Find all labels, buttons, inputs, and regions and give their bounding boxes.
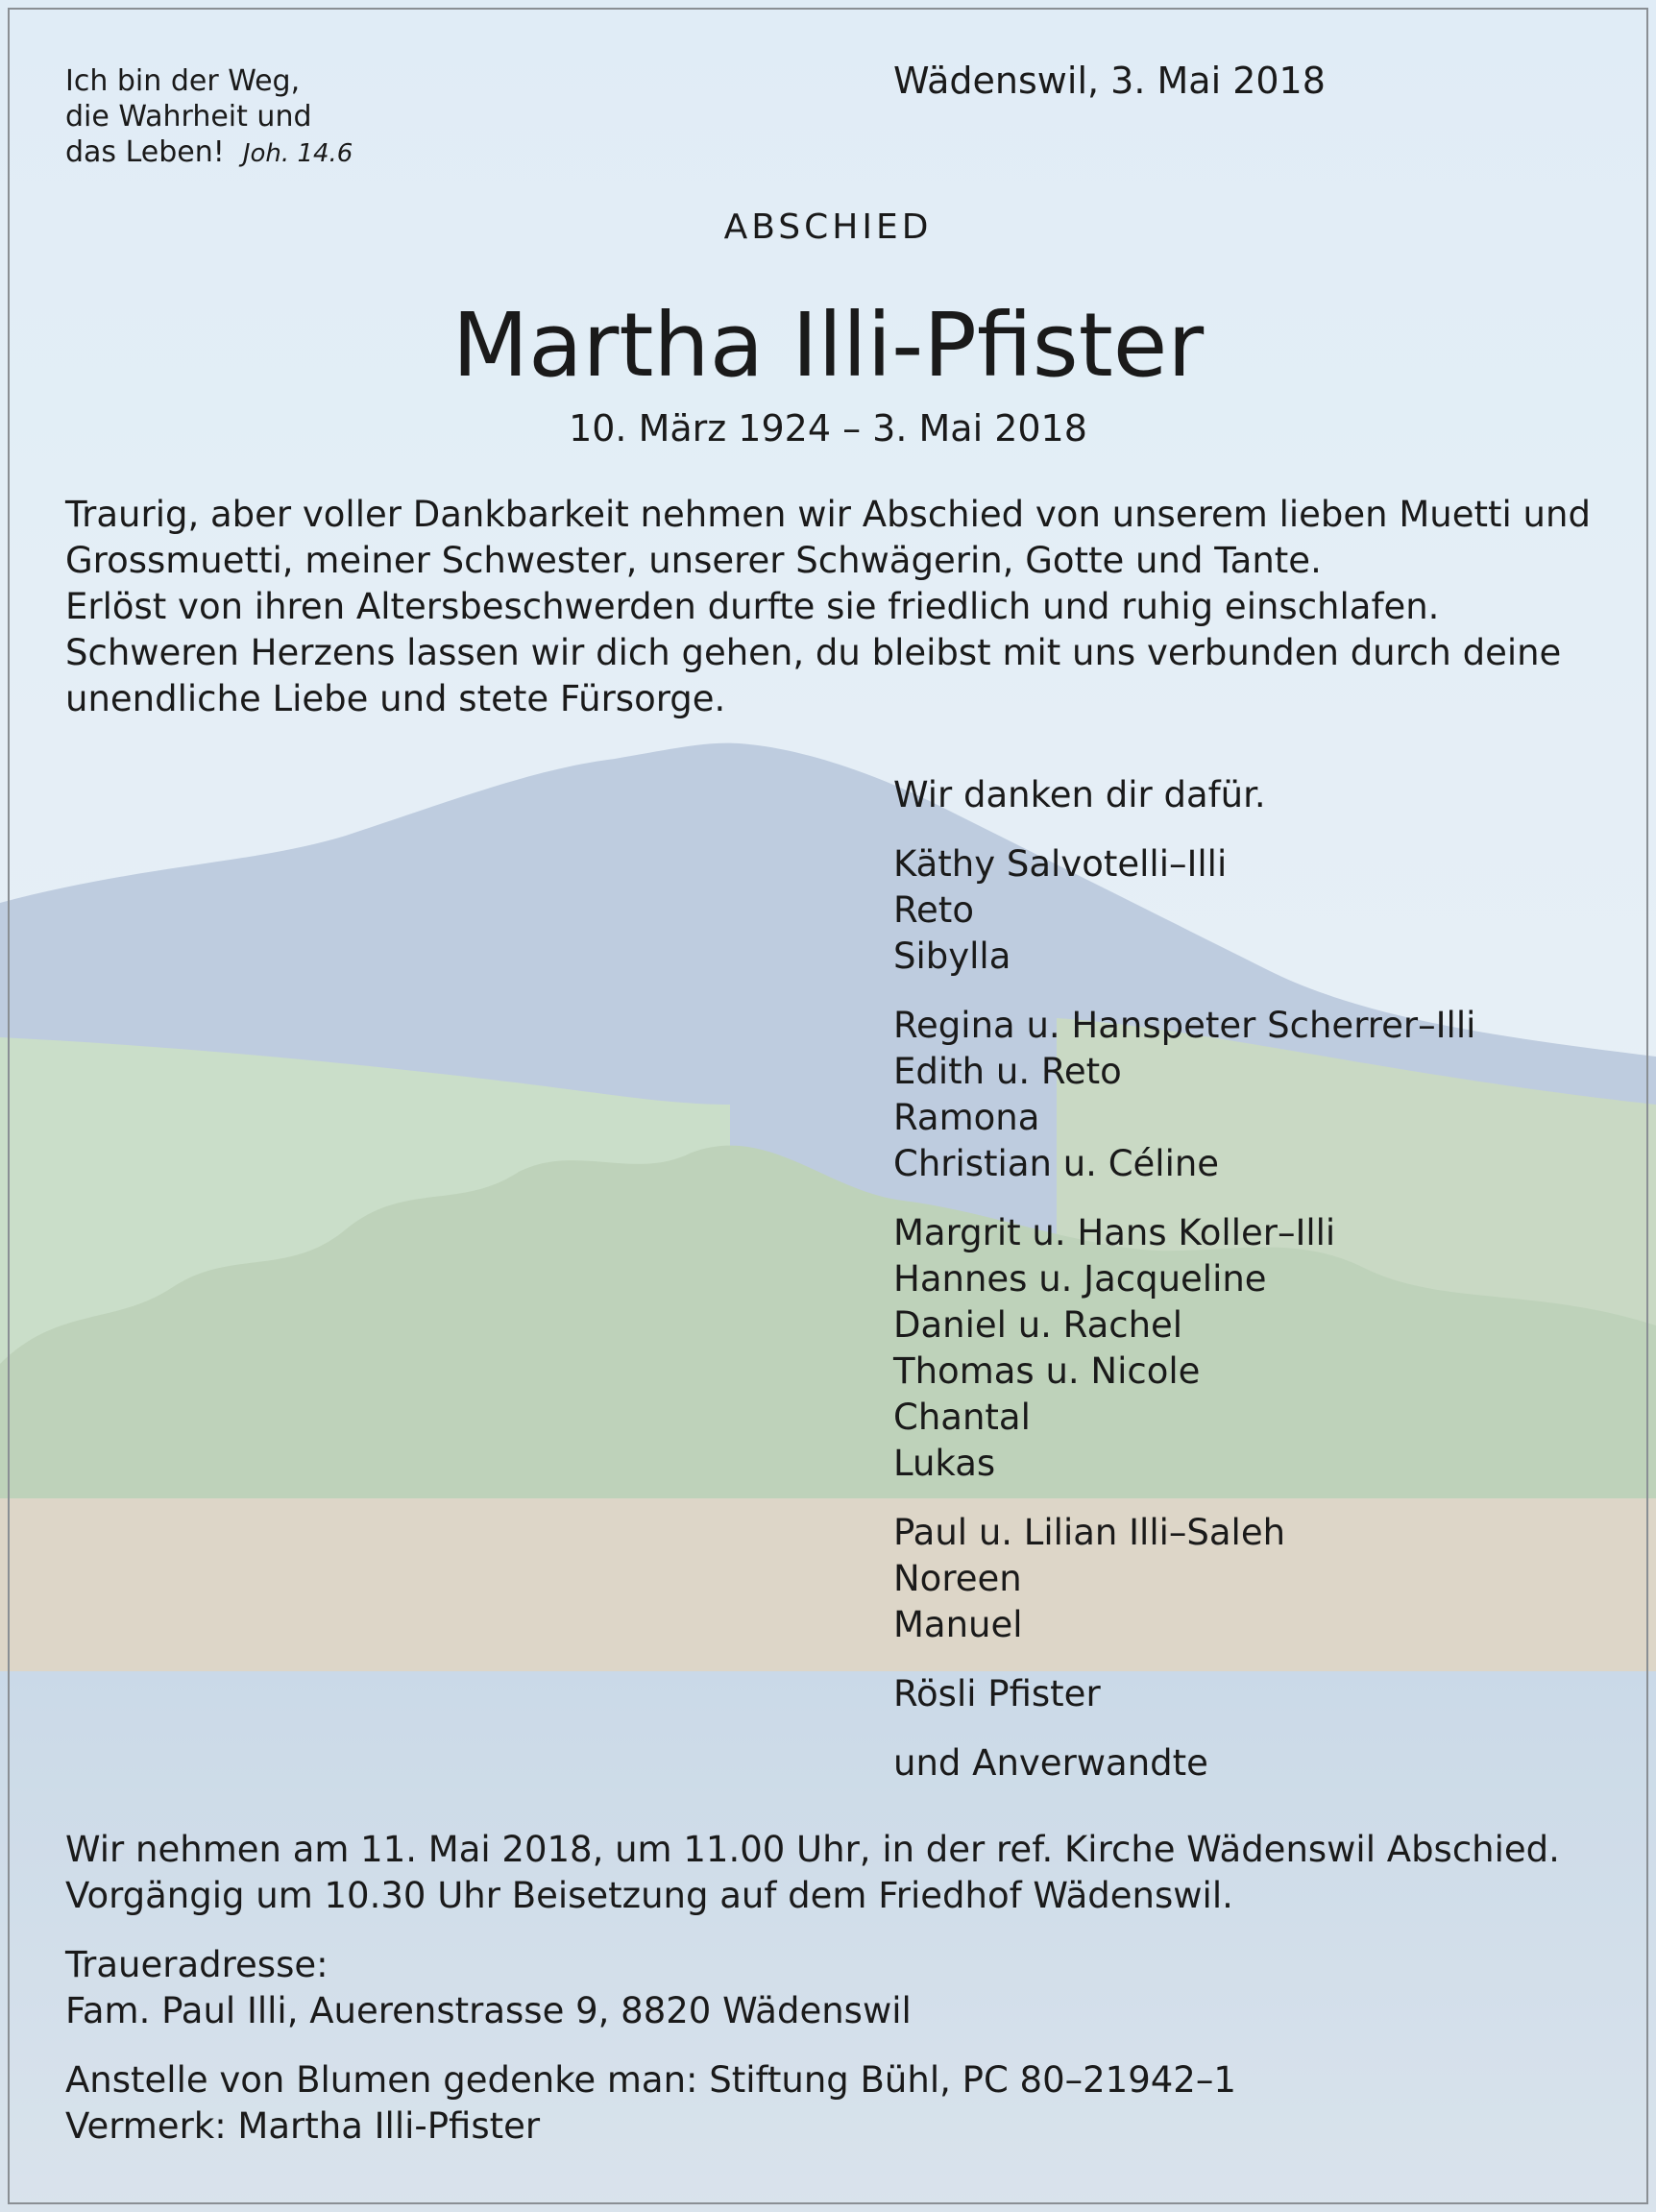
- family-member: Paul u. Lilian Illi–Saleh: [893, 1512, 1286, 1553]
- service-line: Anstelle von Blumen gedenke man: Stiftung Bühl, PC 80–21942–1: [65, 2059, 1236, 2101]
- place-date: Wädenswil, 3. Mai 2018: [893, 60, 1326, 102]
- family-group: [893, 772, 1475, 818]
- family-member: Chantal: [893, 1397, 1031, 1438]
- mourning-address: [65, 1942, 1560, 2034]
- heading: ABSCHIED: [723, 207, 933, 247]
- ceremony-info: [65, 1827, 1560, 1919]
- family-member: Regina u. Hanspeter Scherrer–Illi: [893, 1005, 1476, 1046]
- service-line: Fam. Paul Illi, Auerenstrasse 9, 8820 Wädenswil: [65, 1990, 912, 2031]
- body-line: Traurig, aber voller Dankbarkeit nehmen wir Abschied von unserem lieben Muetti und: [65, 494, 1591, 535]
- family-member: Christian u. Céline: [893, 1143, 1220, 1184]
- family-member: Käthy Salvotelli–Illi: [893, 843, 1228, 885]
- family-member: Rösli Pfister: [893, 1673, 1101, 1714]
- family-group: [893, 1003, 1475, 1187]
- family-group: [893, 1210, 1475, 1487]
- family-group: [893, 1671, 1475, 1717]
- family-member: Thomas u. Nicole: [893, 1350, 1201, 1392]
- service-line: Vorgängig um 10.30 Uhr Beisetzung auf dem Friedhof Wädenswil.: [65, 1875, 1233, 1916]
- motto-line-final: [65, 134, 353, 172]
- bible-reference: Joh. 14.6: [242, 139, 353, 168]
- family-member: Reto: [893, 889, 974, 931]
- farewell-text: [65, 492, 1591, 722]
- service-line: Vermerk: Martha Illi-Pfister: [65, 2105, 541, 2147]
- family-member: Manuel: [893, 1604, 1023, 1645]
- service-line: Traueradresse:: [65, 1944, 329, 1985]
- family-list: [893, 772, 1475, 1810]
- family-member: Edith u. Reto: [893, 1051, 1122, 1092]
- family-group: [893, 841, 1475, 980]
- body-line: Grossmuetti, meiner Schwester, unserer Schwägerin, Gotte und Tante.: [65, 540, 1322, 581]
- bible-verse: [65, 63, 353, 172]
- body-line: Schweren Herzens lassen wir dich gehen, du bleibst mit uns verbunden durch deine: [65, 632, 1562, 673]
- motto-line: Ich bin der Weg,: [65, 64, 301, 98]
- family-group: [893, 1740, 1475, 1787]
- service-details: [65, 1827, 1560, 2173]
- body-line: Erlöst von ihren Altersbeschwerden durfte sie friedlich und ruhig einschlafen.: [65, 586, 1440, 627]
- donation-info: [65, 2057, 1560, 2150]
- family-member: Sibylla: [893, 936, 1011, 977]
- life-dates: 10. März 1924 – 3. Mai 2018: [569, 407, 1087, 450]
- family-member: Ramona: [893, 1097, 1040, 1138]
- motto-line: die Wahrheit und: [65, 100, 312, 134]
- family-member: Daniel u. Rachel: [893, 1304, 1183, 1346]
- motto-line: das Leben!: [65, 135, 225, 169]
- family-member: Lukas: [893, 1443, 996, 1484]
- family-member: Noreen: [893, 1558, 1022, 1599]
- service-line: Wir nehmen am 11. Mai 2018, um 11.00 Uhr, in der ref. Kirche Wädenswil Abschied.: [65, 1829, 1560, 1870]
- thanks-line: Wir danken dir dafür.: [893, 774, 1266, 815]
- deceased-name: Martha Illi-Pfister: [451, 294, 1205, 397]
- family-member: Margrit u. Hans Koller–Illi: [893, 1212, 1336, 1253]
- family-group: [893, 1510, 1475, 1648]
- family-member: und Anverwandte: [893, 1742, 1208, 1784]
- body-line: unendliche Liebe und stete Fürsorge.: [65, 678, 726, 719]
- family-member: Hannes u. Jacqueline: [893, 1258, 1267, 1300]
